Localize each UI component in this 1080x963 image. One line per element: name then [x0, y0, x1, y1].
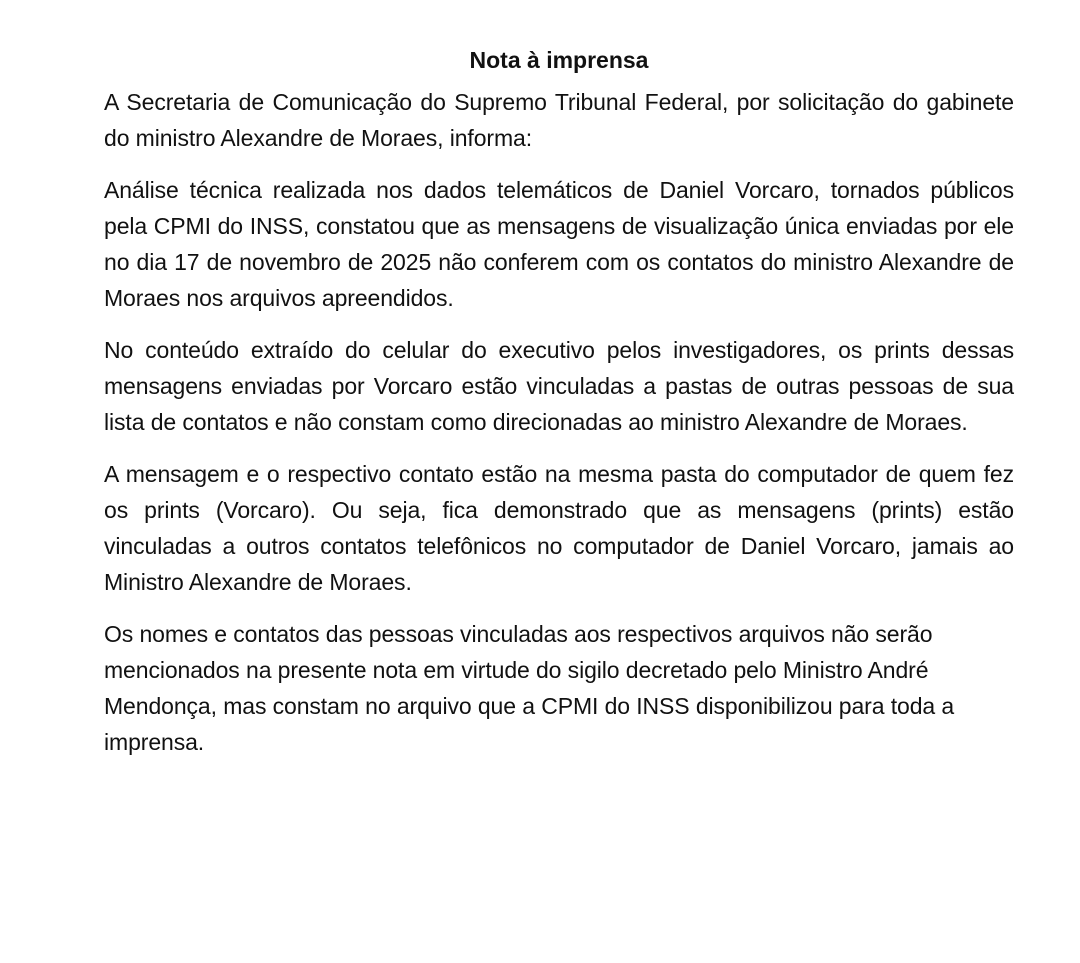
paragraph-analysis: Análise técnica realizada nos dados telemáticos de Daniel Vorcaro, tornados públicos pela CPMI do INSS, constatou que as mensagens de visualização única enviadas por ele no dia 17 de novembro de 2025 não conferem com os contatos do ministro Alexandre de Moraes nos arquivos apreendidos. — [104, 177, 1014, 311]
paragraph-names: Os nomes e contatos das pessoas vinculadas aos respectivos arquivos não serão mencionados na presente nota em virtude do sigilo decretado pelo Ministro André Mendonça, mas constam no arquivo que a CPMI do INSS disponibilizou para toda a imprensa. — [104, 621, 955, 755]
paragraph-folder: A mensagem e o respectivo contato estão na mesma pasta do computador de quem fez os prints (Vorcaro). Ou seja, fica demonstrado que as mensagens (prints) estão vinculadas a outros contatos telefônicos no computador de Daniel Vorcaro, jamais ao Ministro Alexandre de Moraes. — [104, 461, 1014, 595]
paragraph-intro: A Secretaria de Comunicação do Supremo Tribunal Federal, por solicitação do gabinete do ministro Alexandre de Moraes, informa: — [104, 89, 1014, 151]
press-note-document — [104, 44, 1014, 776]
document-title: Nota à imprensa — [469, 47, 649, 73]
paragraph-content: No conteúdo extraído do celular do executivo pelos investigadores, os prints dessas mensagens enviadas por Vorcaro estão vinculadas a pastas de outras pessoas de sua lista de contatos e não constam como direcionadas ao ministro Alexandre de Moraes. — [104, 337, 1014, 435]
